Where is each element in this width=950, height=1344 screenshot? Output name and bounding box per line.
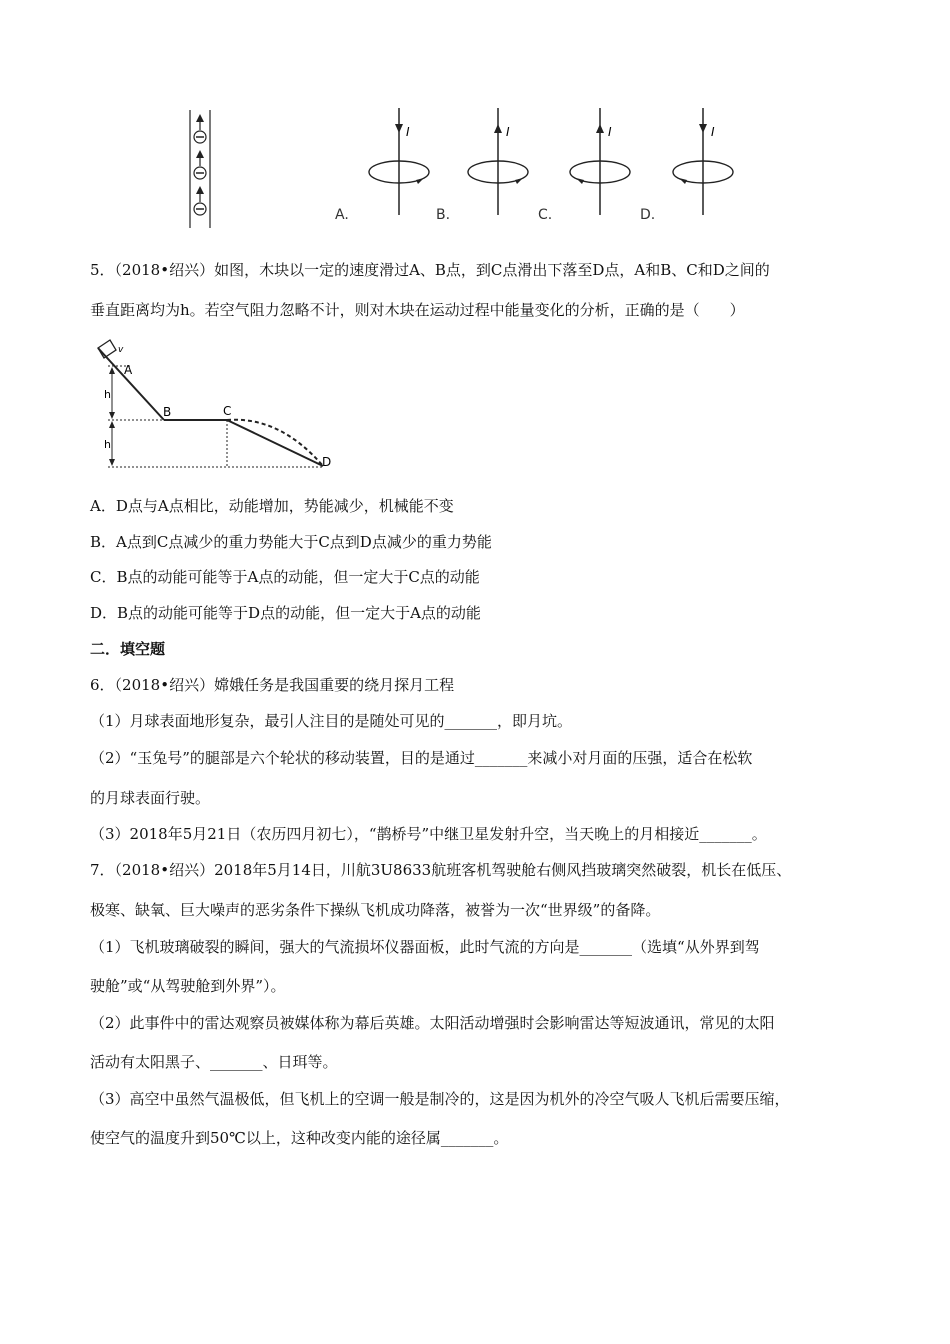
q7-part1: （1）飞机玻璃破裂的瞬间，强大的气流损坏仪器面板，此时气流的方向是_______（选填“从外界到驾: [90, 938, 760, 956]
fig5-label-d: D: [322, 455, 332, 469]
electron: [194, 150, 206, 179]
q5-figure: [90, 336, 350, 478]
fig5-h-lower: h: [104, 438, 111, 451]
option-c-diagram: [570, 108, 630, 215]
fig4-option-a: A.: [335, 207, 349, 223]
option-b-diagram: [468, 108, 528, 215]
q5-option-c: C．B点的动能可能等于A点的动能，但一定大于C点的动能: [90, 568, 480, 586]
q5-option-d: D．B点的动能可能等于D点的动能，但一定大于A点的动能: [90, 604, 481, 622]
current-label-a: I: [406, 125, 410, 139]
q7-stem-line2: 极寒、缺氧、巨大噪声的恶劣条件下操纵飞机成功降落，被誉为一次“世界级”的备降。: [90, 901, 661, 919]
fig5-label-a: A: [124, 363, 133, 377]
current-label-b: I: [506, 125, 510, 139]
fig5-label-v: v: [118, 345, 124, 355]
q6-part2-cont: 的月球表面行驶。: [90, 789, 211, 807]
q6-part1: （1）月球表面地形复杂，最引人注目的是随处可见的_______，即月坑。: [90, 712, 573, 730]
q7-part3: （3）高空中虽然气温极低，但飞机上的空调一般是制冷的，这是因为机外的冷空气吸人飞机后需要压缩，: [90, 1090, 790, 1108]
electron-column: [190, 110, 210, 228]
q6-part2: （2）“玉兔号”的腿部是六个轮状的移动装置，目的是通过_______来减小对月面的压强，适合在松软: [90, 749, 753, 767]
section-title: 二．填空题: [90, 640, 166, 658]
option-a-diagram: [369, 108, 429, 215]
electron: [194, 186, 206, 215]
q6-stem: 6．（2018•绍兴）嫦娥任务是我国重要的绕月探月工程: [90, 676, 455, 694]
q6-part3: （3）2018年5月21日（农历四月初七），“鹊桥号”中继卫星发射升空，当天晚上的月相接近_______。: [90, 825, 767, 843]
q7-stem-line1: 7．（2018•绍兴）2018年5月14日，川航3U8633航班客机驾驶舱右侧风挡玻璃突然破裂，机长在低压、: [90, 861, 792, 879]
q7-part1-cont: 驶舱”或“从驾驶舱到外界”）。: [90, 977, 286, 995]
q5-stem-line1: 5．（2018•绍兴）如图，木块以一定的速度滑过A、B点，到C点滑出下落至D点，A和B、C和D之间的: [90, 261, 770, 279]
q7-part2: （2）此事件中的雷达观察员被媒体称为幕后英雄。太阳活动增强时会影响雷达等短波通讯，常见的太阳: [90, 1014, 775, 1032]
q5-stem-line2: 垂直距离均为h。若空气阻力忽略不计，则对木块在运动过程中能量变化的分析，正确的是（ ）: [90, 301, 745, 319]
fig4-option-d: D.: [640, 207, 656, 223]
fig5-h-upper: h: [104, 388, 111, 401]
q5-option-b: B．A点到C点减少的重力势能大于C点到D点减少的重力势能: [90, 533, 492, 551]
option-d-diagram: [673, 108, 733, 215]
fig4-option-c: C.: [538, 207, 553, 223]
fig5-label-c: C: [223, 404, 232, 418]
current-label-c: I: [608, 125, 612, 139]
q7-part2-cont: 活动有太阳黑子、_______、日珥等。: [90, 1053, 338, 1071]
q7-part3-cont: 使空气的温度升到50℃以上，这种改变内能的途径属_______。: [90, 1129, 509, 1147]
current-label-d: I: [711, 125, 715, 139]
q5-option-a: A．D点与A点相比，动能增加，势能减少，机械能不变: [90, 497, 454, 515]
electron: [194, 114, 206, 143]
fig4-option-b: B.: [436, 207, 451, 223]
fig5-label-b: B: [163, 405, 172, 419]
q4-figure: [180, 100, 740, 230]
